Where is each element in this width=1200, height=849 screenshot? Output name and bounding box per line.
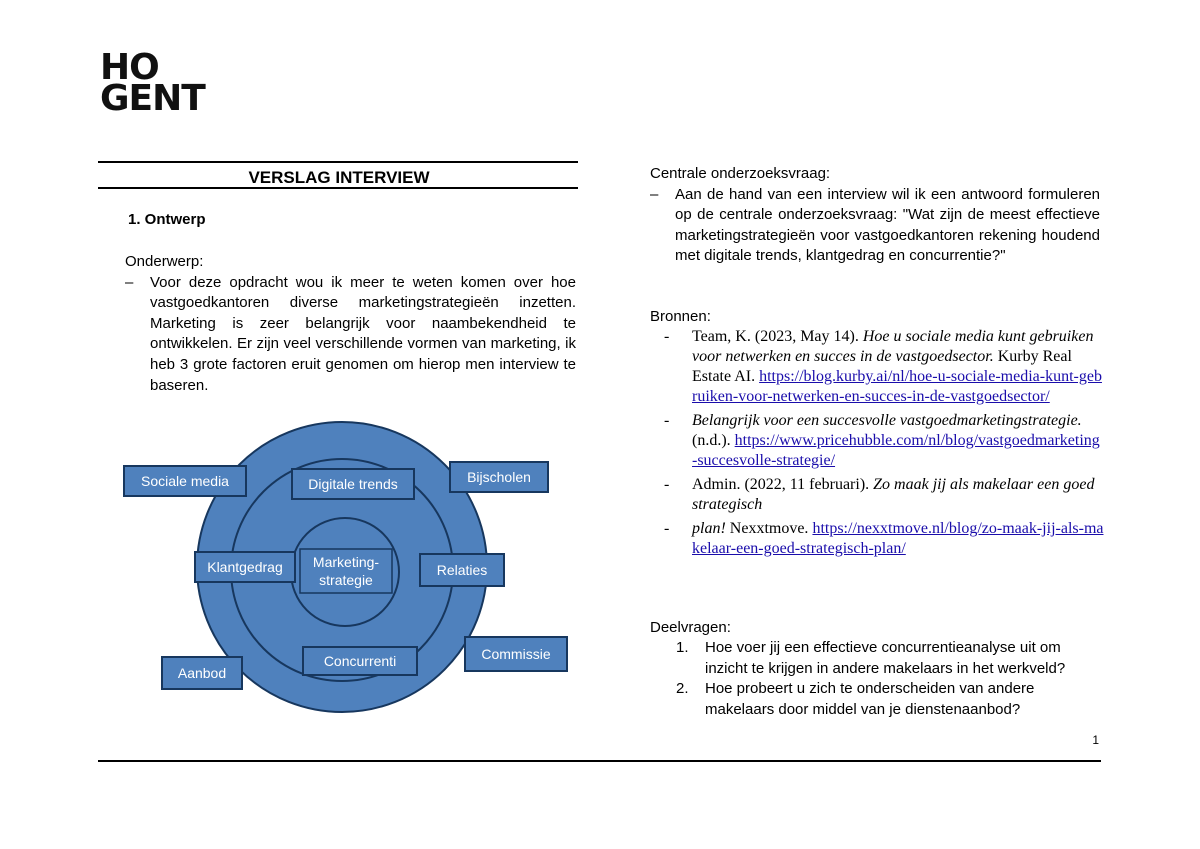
page-title: VERSLAG INTERVIEW: [248, 168, 430, 187]
central-question-label: Centrale onderzoeksvraag:: [650, 165, 831, 182]
source-author: Team, K. (2023, May 14).: [692, 328, 863, 345]
logo-line-1: HO: [100, 47, 159, 88]
title-bottom-rule: [98, 187, 578, 189]
subquestion-item: 2. Hoe probeert u zich te onderscheiden van andere makelaars door middel van je dienstenaanbod?: [676, 680, 1035, 718]
svg-text:Klantgedrag: Klantgedrag: [207, 559, 283, 575]
central-question-text: Aan de hand van een interview wil ik een antwoord formuleren op de centrale onderzoeksvraag: "Wat zijn de meest effectieve marketingstrategieën voor vastgoedkantoren rekening houdend met digitale trends, klantgedrag en concurrentie?": [675, 185, 1100, 265]
subquestion-item: 1. Hoe voer jij een effectieve concurrentieanalyse uit om inzicht te krijgen in andere makelaars in het werkveld?: [676, 639, 1066, 677]
svg-text:Bijscholen: Bijscholen: [467, 469, 531, 485]
svg-text:Concurrenti: Concurrenti: [323, 653, 397, 669]
logo-line-2: GENT: [100, 78, 205, 119]
box-sociale-media: [124, 466, 246, 496]
source-title: Zo maak jij als makelaar een goed strategisch: [692, 476, 1095, 513]
center-label-line2: strategie: [319, 572, 373, 588]
source-link[interactable]: https://nexxtmove.nl/blog/zo-maak-jij-als-makelaar-een-goed-strategisch-plan/: [692, 520, 1104, 557]
source-publisher: Kurby Real Estate AI.: [692, 348, 1072, 385]
sources-label: Bronnen:: [650, 308, 711, 325]
source-title: plan!: [692, 520, 726, 537]
footer-rule: [98, 760, 1101, 762]
source-item: - Admin. (2022, 11 februari). Zo maak jij als makelaar een goed strategisch: [664, 476, 1095, 513]
section-heading: 1. Ontwerp: [128, 211, 206, 228]
svg-text:Digitale trends: Digitale trends: [308, 476, 398, 492]
hogent-logo: [100, 47, 205, 119]
central-question-dash: –: [650, 185, 659, 203]
source-link[interactable]: https://blog.kurby.ai/nl/hoe-u-sociale-media-kunt-gebruiken-voor-netwerken-en-succes-in-de-vastgoedsector/: [692, 368, 1102, 405]
title-top-rule: [98, 161, 578, 163]
subject-label: Onderwerp:: [125, 253, 204, 270]
box-digitale-trends: [292, 469, 414, 499]
svg-text:Aanbod: Aanbod: [177, 665, 227, 681]
box-aanbod: [162, 657, 242, 689]
box-bijscholen: [450, 462, 548, 492]
box-klantgedrag: [195, 552, 295, 582]
source-title: Hoe u sociale media kunt gebruiken voor netwerken en succes in de vastgoedsector.: [692, 328, 1094, 365]
source-title: Belangrijk voor een succesvolle vastgoedmarketingstrategie.: [692, 412, 1082, 429]
central-question-item: [650, 185, 1100, 267]
source-link[interactable]: https://www.pricehubble.com/nl/blog/vastgoedmarketing-succesvolle-strategie/: [692, 432, 1100, 469]
subject-text: Voor deze opdracht wou ik meer te weten komen over hoe vastgoedkantoren diverse marketingstrategieën inzetten. Marketing is zeer belangrijk voor naambekendheid te ontwikkelen. Er zijn veel verschillende vormen van marketing, ik heb 3 grote factoren eruit genomen om hierop men interview te baseren.: [150, 273, 576, 394]
source-item: - Belangrijk voor een succesvolle vastgoedmarketingstrategie. (n.d.). https://www.pricehubble.com/nl/blog/vastgoedmarketing-succesvolle-strategie/: [664, 412, 1100, 469]
page-number: 1: [1092, 733, 1099, 747]
subquestions-label: Deelvragen:: [650, 619, 731, 636]
subject-dash: –: [125, 273, 134, 291]
subquestion-text: Hoe probeert u zich te onderscheiden van andere makelaars door middel van je dienstenaanbod?: [705, 680, 1035, 718]
center-label-line1: Marketing-: [312, 554, 380, 570]
subject-item: [125, 273, 576, 397]
center-label: [300, 549, 392, 593]
source-item: - Team, K. (2023, May 14). Hoe u sociale media kunt gebruiken voor netwerken en succes in de vastgoedsector. Kurby Real Estate AI. https://blog.kurby.ai/nl/hoe-u-sociale-media-kunt-gebruiken-voor-netwerken-en-succes-in-de-vastgoedsector/: [664, 328, 1102, 405]
subquestion-text: Hoe voer jij een effectieve concurrentieanalyse uit om inzicht te krijgen in andere makelaars in het werkveld?: [705, 639, 1066, 677]
subquestions-list: [676, 638, 1102, 720]
central-question-block: [650, 164, 1100, 267]
box-relaties: [420, 554, 504, 586]
marketing-diagram: [115, 410, 575, 720]
source-publisher: Nexxtmove.: [725, 520, 813, 537]
svg-text:Relaties: Relaties: [436, 562, 488, 578]
sources-list: [664, 327, 1104, 563]
subject-block: [125, 252, 576, 396]
source-author: (n.d.).: [692, 432, 735, 449]
svg-text:Sociale media: Sociale media: [141, 473, 229, 489]
svg-text:Commissie: Commissie: [481, 646, 551, 662]
box-concurrenti: [303, 647, 417, 675]
source-author: Admin. (2022, 11 februari).: [692, 476, 874, 493]
source-item: - plan! Nexxtmove. https://nexxtmove.nl/blog/zo-maak-jij-als-makelaar-een-goed-strategisch-plan/: [664, 520, 1104, 557]
box-commissie: [465, 637, 567, 671]
